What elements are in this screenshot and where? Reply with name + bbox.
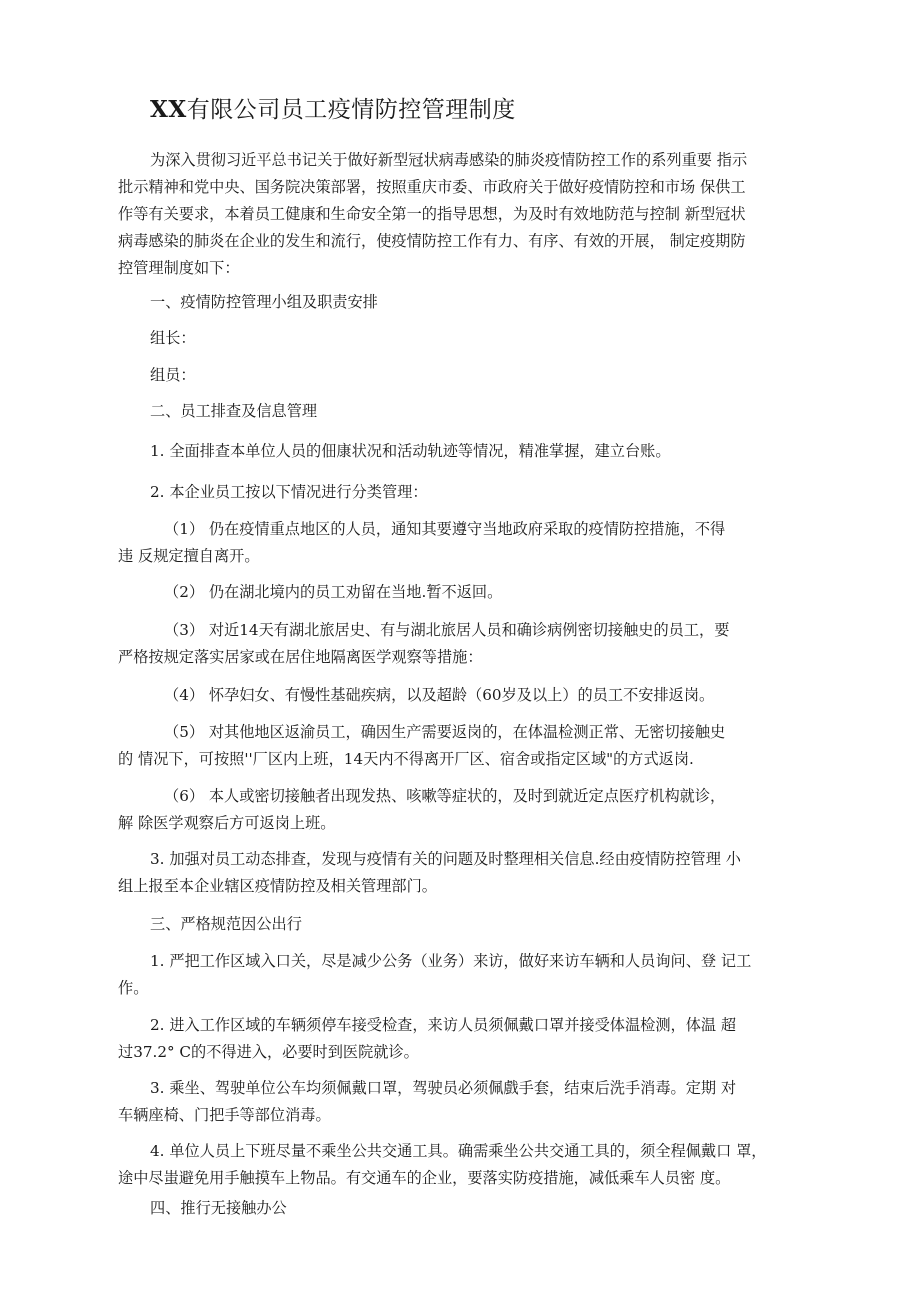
text-line: 车辆座椅、门把手等部位消毒。 [118, 1106, 331, 1124]
sub-item [164, 579, 502, 606]
text-line: 组长： [150, 329, 196, 347]
text-line: 2. 本企业员工按以下情况进行分类管理： [150, 483, 428, 501]
list-item [118, 846, 741, 900]
text-line: 为深入贯彻习近平总书记关于做好新型冠状病毒感染的肺炎疫情防控工作的系列重要 指示 [150, 151, 748, 169]
document-title [150, 94, 516, 126]
text-line: 严格按规定落实居家或在居住地隔离医学观察等措施： [118, 648, 483, 666]
text-line: （3） 对近14天有湖北旅居史、有与湖北旅居人员和确诊病例密切接触史的员工，要 [164, 621, 730, 639]
list-item [118, 1075, 736, 1129]
text-line: 二、员工排查及信息管理 [150, 402, 318, 420]
text-line: （6） 本人或密切接触者出现发热、咳嗽等症状的，及时到就近定点医疗机构就诊， [164, 787, 726, 805]
text-line: 病毒感染的肺炎在企业的发生和流行，使疫情防控工作有力、有序、有效的开展， 制定疫期防 [118, 232, 746, 250]
sub-item [118, 617, 729, 671]
text-line: 1. 全面排查本单位人员的佃康状况和活动轨迹等情况，精准掌握，建立台账。 [150, 442, 671, 460]
list-item [118, 1138, 766, 1192]
text-line: 组上报至本企业辖区疫情防控及相关管理部门。 [118, 877, 437, 895]
leader-label [150, 325, 196, 352]
text-line: 2. 进入工作区域的车辆须停车接受检查，来访人员须佩戴口罩并接受体温检测，体温 超 [150, 1016, 737, 1034]
text-line: 四、推行无接触办公 [150, 1199, 287, 1217]
text-line: 3. 乘坐、驾驶单位公车均须佩戴口罩，驾驶员必须佩戲手套，结束后洗手消毒。定期 对 [150, 1079, 737, 1097]
list-item [150, 438, 671, 465]
list-item [118, 1012, 736, 1066]
sub-item [118, 516, 725, 570]
sub-item [118, 719, 725, 773]
text-line: 批示精神和党中央、国务院决策部署，按照重庆市委、市政府关于做好疫情防控和市场 保供工 [118, 178, 746, 196]
text-line: 作。 [118, 979, 149, 997]
text-line: 作等有关要求，本着员工健康和生命安全第一的指导思想，为及时有效地防范与控制 新型冠状 [118, 205, 746, 223]
title-rest: 有限公司员工疫情防控管理制度 [186, 97, 516, 123]
section-heading [150, 911, 302, 938]
text-line: 组员： [150, 366, 196, 384]
list-item [118, 948, 751, 1002]
title-prefix: XX [150, 96, 187, 123]
text-line: （5） 对其他地区返渝员工，确因生产需要返岗的，在体温检测正常、无密切接触史 [164, 723, 726, 741]
text-line: 控管理制度如下： [118, 259, 240, 277]
sub-item [118, 783, 725, 837]
text-line: 4. 单位人员上下班尽量不乘坐公共交通工具。确需乘坐公共交通工具的，须全程佩戴口 罩， [150, 1142, 767, 1160]
members-label [150, 362, 196, 389]
text-line: 1. 严把工作区域入口关，尽是减少公务（业务）来访，做好来访车辆和人员询问、登 记工 [150, 952, 752, 970]
section-heading [150, 1195, 287, 1222]
text-line: 一、疫情防控管理小组及职责安排 [150, 293, 378, 311]
section-heading [150, 289, 378, 316]
text-line: 解 除医学观察后方可返岗上班。 [118, 814, 336, 832]
text-line: （4） 怀孕妇女、有慢性基础疾病，以及超龄（60岁及以上）的员工不安排返岗。 [164, 686, 715, 704]
text-line: （1） 仍在疫情重点地区的人员，通知其要遵守当地政府采取的疫情防控措施，不得 [164, 520, 726, 538]
text-line: （2） 仍在湖北境内的员工劝留在当地.暂不返回。 [164, 583, 503, 601]
text-line: 3. 加强对员工动态排查，发现与疫情有关的问题及时整理相关信息.经由疫情防控管理 小 [150, 850, 741, 868]
text-line: 的 情况下，可按照''厂区内上班，14天内不得离开厂区、宿舍或指定区域"的方式返岗. [118, 750, 694, 768]
sub-item [164, 682, 714, 709]
text-line: 违 反规定擅自离开。 [118, 547, 260, 565]
section-heading [150, 398, 317, 425]
text-line: 途中尽蚩避免用手触摸车上物品。有交通车的企业，要落实防疫措施，减低乘车人员密 度。 [118, 1169, 731, 1187]
text-line: 过37.2° C的不得进入，必要时到医院就诊。 [118, 1043, 419, 1061]
list-item [150, 479, 428, 506]
text-line: 三、严格规范因公出行 [150, 915, 302, 933]
intro-paragraph [118, 147, 747, 282]
